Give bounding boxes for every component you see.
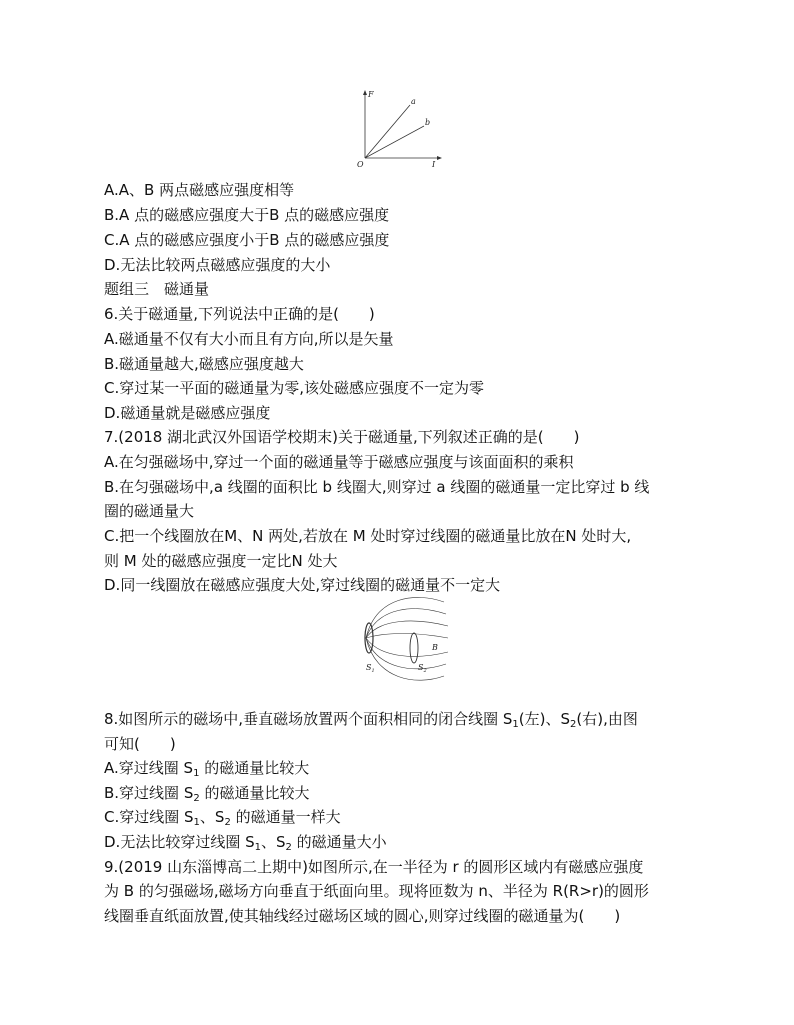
q8-option-c: C.穿过线圈 $S_1$、$S_2$ 的磁通量一样大 (104, 808, 341, 828)
q9-stem-line1: 9.(2019 山东淄博高二上期中)如图所示,在一半径为 r 的圆形区域内有磁感应强度 (104, 858, 644, 876)
section-title: 题组三 磁通量 (104, 280, 210, 298)
q6-option-b: B.磁通量越大,磁感应强度越大 (104, 355, 304, 373)
q8-stem-line1: 8.如图所示的磁场中,垂直磁场放置两个面积相同的闭合线圈 $S_1$(左)、$S_2$(右),由图 (104, 710, 638, 730)
q8-stem-line2: 可知( ) (104, 735, 176, 753)
q7-option-d: D.同一线圈放在磁感应强度大处,穿过线圈的磁通量不一定大 (104, 576, 501, 594)
q5-option-b: B.A 点的磁感应强度大于B 点的磁感应强度 (104, 206, 390, 224)
q7-stem: 7.(2018 湖北武汉外国语学校期末)关于磁通量,下列叙述正确的是( ) (104, 428, 580, 446)
q7-option-b-line1: B.在匀强磁场中,a 线圈的面积比 b 线圈大,则穿过 a 线圈的磁通量一定比穿过 b 线 (104, 478, 650, 496)
q6-option-a: A.磁通量不仅有大小而且有方向,所以是矢量 (104, 330, 394, 348)
q6-option-c: C.穿过某一平面的磁通量为零,该处磁感应强度不一定为零 (104, 379, 485, 397)
q5-option-d: D.无法比较两点磁感应强度的大小 (104, 256, 331, 274)
q9-stem-line3: 线圈垂直纸面放置,使其轴线经过磁场区域的圆心,则穿过线圈的磁通量为( ) (104, 907, 621, 925)
label-origin: O (357, 160, 364, 169)
label-s2: $S_2$ (418, 663, 427, 674)
label-b: b (425, 118, 431, 127)
label-a: a (411, 97, 416, 106)
x-axis-arrow (437, 156, 442, 160)
q8-option-d: D.无法比较穿过线圈 $S_1$、$S_2$ 的磁通量大小 (104, 833, 387, 853)
q7-option-b-line2: 圈的磁通量大 (104, 502, 195, 520)
q6-stem: 6.关于磁通量,下列说法中正确的是( ) (104, 305, 375, 323)
q7-option-c-line1: C.把一个线圈放在M、N 两处,若放在 M 处时穿过线圈的磁通量比放在N 处时大, (104, 527, 632, 545)
q6-option-d: D.磁通量就是磁感应强度 (104, 404, 271, 422)
label-b: B (432, 643, 438, 652)
line-b (365, 126, 424, 158)
label-i: I (432, 160, 436, 169)
line-a (365, 105, 410, 158)
q8-option-b: B.穿过线圈 $S_2$ 的磁通量比较大 (104, 784, 310, 804)
q8-option-a: A.穿过线圈 $S_1$ 的磁通量比较大 (104, 759, 310, 779)
q7-option-c-line2: 则 M 处的磁感应强度一定比N 处大 (104, 552, 338, 570)
magnetic-field-figure (356, 598, 452, 682)
q7-option-a: A.在匀强磁场中,穿过一个面的磁通量等于磁感应强度与该面面积的乘积 (104, 453, 574, 471)
coil-s2 (410, 633, 418, 663)
q5-option-a: A.A、B 两点磁感应强度相等 (104, 181, 295, 199)
label-f: F (368, 90, 374, 99)
f-i-graph (340, 88, 450, 170)
y-axis-arrow (363, 90, 367, 95)
label-s1: $S_1$ (366, 663, 375, 674)
q5-option-c: C.A 点的磁感应强度小于B 点的磁感应强度 (104, 231, 390, 249)
q9-stem-line2: 为 B 的匀强磁场,磁场方向垂直于纸面向里。现将匝数为 n、半径为 R(R>r)的圆形 (104, 882, 649, 900)
